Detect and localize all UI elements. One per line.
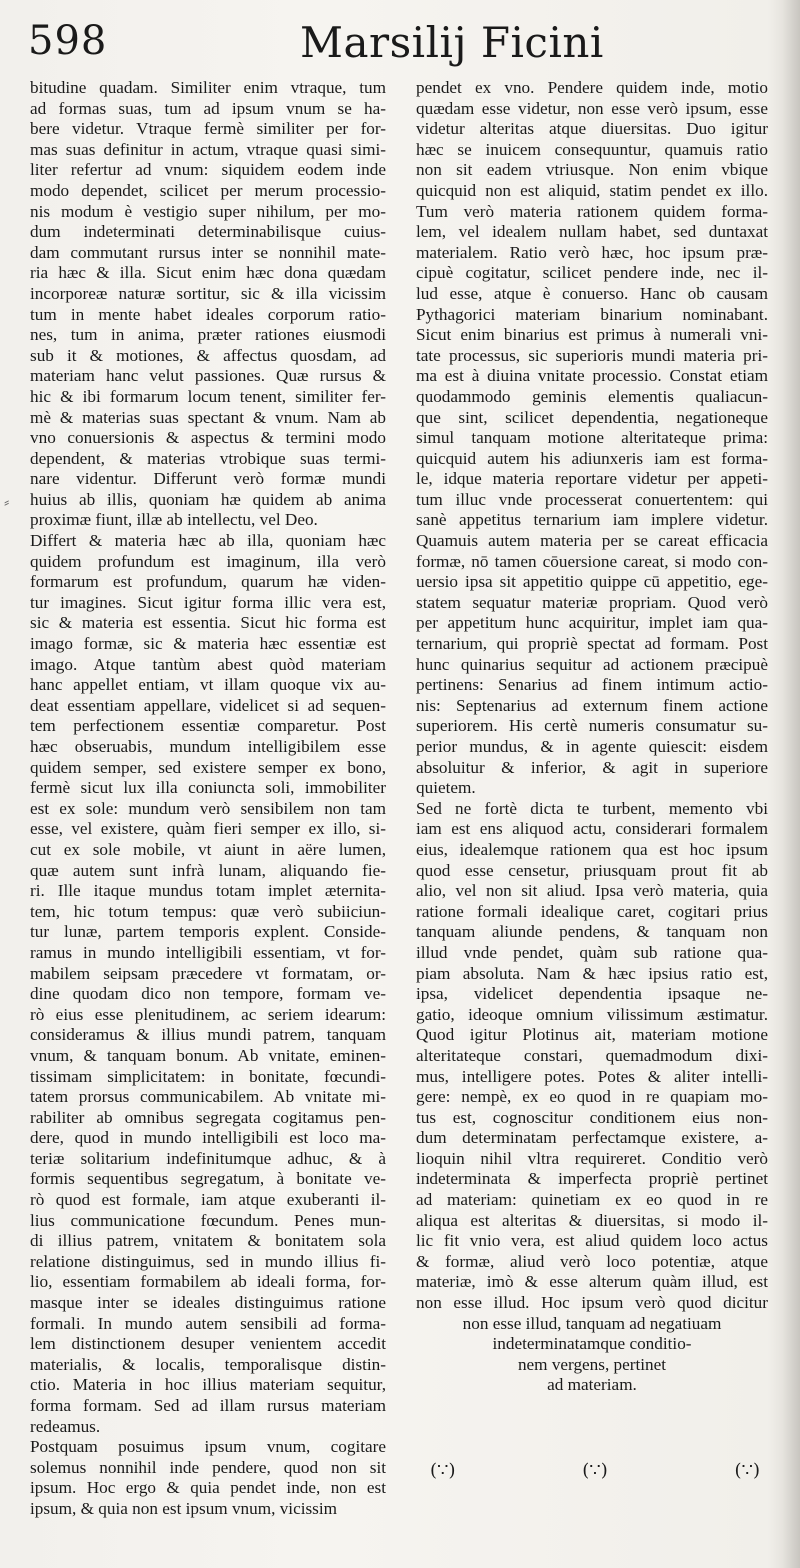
text-line: illud vnde pendet, quàm sub ratione qua-: [416, 942, 768, 962]
text-line: non sit eadem vtriusque. Non enim vbique: [416, 160, 768, 180]
text-line: ma est à diuina vnitate processio. Constat etiam: [416, 366, 768, 386]
text-line: ad materiam: quinetiam ex eo quod in re: [416, 1190, 768, 1210]
text-line: tem perfectionem essentiæ comparetur. Post: [30, 716, 386, 736]
text-line: Tum verò materia rationem quidem forma-: [416, 201, 768, 221]
text-line: consideramus & illius mundi patrem, tanquam: [30, 1025, 386, 1045]
text-line: quietem.: [416, 778, 476, 798]
text-line: rò quod est formale, iam atque exuberanti il-: [30, 1190, 386, 1210]
text-line: dum determinatam perfectamque existere, a-: [416, 1128, 768, 1148]
text-line: mè & materias suas spectant & vnum. Nam ab: [30, 407, 386, 427]
text-line: deat essentiam appellare, videlicet si ad sequen-: [30, 695, 386, 715]
text-line: solemus nonnihil inde pendere, quod non sit: [30, 1457, 386, 1477]
text-line: le, idque materia reportare videtur per appeti-: [416, 469, 768, 489]
text-line: piam absoluta. Nam & hæc ipsius ratio est,: [416, 963, 768, 983]
text-line: ipsum, & quia non est ipsum vnum, vicissim: [30, 1498, 337, 1518]
text-line: cipuè cogitatur, scilicet pendere inde, nec il-: [416, 263, 768, 283]
text-line: alio, vel non sit aliud. Ipsa verò materia, quia: [416, 881, 768, 901]
text-line: liter refertur ad vnum: siquidem eodem inde: [30, 160, 386, 180]
text-line: tate processus, sic superioris mundi materia pri-: [416, 345, 768, 365]
text-line: mas suas definitur in actum, vtraque quasi simi-: [30, 139, 386, 159]
text-line: nes, tum in anima, præter rationes eiusmodi: [30, 325, 386, 345]
text-line: cut ex sole mobile, vt aiunt in aëre lumen,: [30, 839, 386, 859]
text-line: lic fit vnio vera, est aliud quidem loco actus: [416, 1231, 768, 1251]
text-line: non esse illud. Hoc ipsum verò quod dicitur: [416, 1293, 768, 1313]
text-line: lio, essentiam formabilem ab ideali forma, for-: [30, 1272, 386, 1292]
text-line: forma formam. Sed ad illam rursus materiam: [30, 1396, 386, 1415]
text-line: nare videntur. Differunt verò formæ mundi: [30, 469, 386, 489]
text-line: bere videtur. Vtraque fermè similiter per for-: [30, 119, 386, 139]
text-line: dam commutant rursus inter se nonnihil mate-: [30, 242, 386, 262]
end-ornaments: [430, 1460, 760, 1481]
text-line: lioquin nihil vltra requireret. Conditio verò: [416, 1148, 768, 1168]
text-line: incorporeæ naturæ sortitur, sic & illa vicissim: [30, 283, 386, 303]
text-line: Sicut enim binarius est primus à numerali vni-: [416, 325, 768, 345]
text-line: esse, vel existere, quàm fieri semper ex illo, si-: [30, 819, 386, 839]
left-text-column: [30, 78, 386, 1520]
ornament-mark: (∵): [430, 1460, 456, 1481]
text-line: Postquam posuimus ipsum vnum, cogitare: [30, 1437, 386, 1457]
text-line: di illius patrem, vnitatem & bonitatem sola: [30, 1231, 386, 1251]
text-line: formis sequentibus segregatum, à bonitate ve-: [30, 1169, 386, 1189]
running-head: Marsilij Ficini: [300, 18, 604, 67]
text-line: ratione formali idealique caret, cogitari prius: [416, 901, 768, 921]
text-line: ipsa, videlicet dependentia ipsaque ne-: [416, 984, 768, 1004]
text-line: ri. Ille itaque mundus totam implet æternita-: [30, 881, 386, 901]
text-line: videtur alteritas atque diuersitas. Duo igitur: [416, 119, 768, 139]
text-line: proximæ fiunt, illæ ab intellectu, vel Deo.: [30, 510, 318, 530]
text-line: nem vergens, pertinet: [517, 1354, 667, 1374]
text-line: fermè sicut lux illa coniuncta soli, immobiliter: [30, 778, 386, 798]
text-line: per appetitum hunc acquiritur, implet iam qua-: [416, 613, 768, 633]
text-line: uersio ipsa sit appetitio quippe cū appetitio, ege-: [416, 572, 768, 592]
right-text-column: [416, 78, 768, 1396]
text-line: simul tanquam motione alteritateque prima:: [416, 428, 768, 448]
text-line: relatione distinguimus, sed in mundo illius fi-: [30, 1251, 386, 1271]
text-line: mus, intelligere potes. Potes & aliter intelli-: [416, 1066, 768, 1086]
text-line: lius communicatione fœcundum. Penes mun-: [30, 1210, 386, 1230]
text-line: imago. Atque tantùm abest quòd materiam: [30, 654, 386, 674]
text-line: ternarium, qui propriè spectat ad formam. Post: [416, 634, 768, 654]
text-line: iam est ens aliquod actu, considerari formalem: [416, 819, 768, 839]
text-line: lem distinctionem desuper venientem accedit: [30, 1334, 386, 1354]
text-line: eius, idealemque rationem qua est hoc ipsum: [416, 839, 768, 859]
text-line: tatem prorsus communicabilem. Ab vnitate mi-: [30, 1087, 386, 1107]
text-line: pendet ex vno. Pendere quidem inde, motio: [416, 78, 768, 97]
text-line: ad formas suas, tum ad ipsum vnum se ha-: [30, 98, 386, 118]
text-line: nis: Septenarius ad externum finem actione: [416, 695, 768, 715]
text-line: statem sequatur materiæ propriam. Quod verò: [416, 592, 768, 612]
text-line: masque inter se ideales distinguimus ratione: [30, 1293, 386, 1313]
text-line: Quod igitur Plotinus ait, materiam motione: [416, 1025, 768, 1045]
text-line: gere: nempè, ex eo quod in re quapiam mo-: [416, 1087, 768, 1107]
text-line: formæ, nō tamen cōuersione careat, si modo con-: [416, 551, 768, 571]
text-line: hunc quinarius sequitur ad actionem præcipuè: [416, 654, 768, 674]
text-line: hanc appellet entiam, vt illam quoque vix au-: [30, 675, 386, 695]
text-line: Pythagorici materiam binarium nominabant.: [416, 304, 768, 324]
text-line: mabilem seipsam præcedere vt formatam, or-: [30, 963, 386, 983]
text-line: aliqua est alteritas & diuersitas, si modo il-: [416, 1210, 768, 1230]
page-edge-shadow: [782, 0, 800, 1568]
text-line: & formæ, aliud verò loco potentiæ, atque: [416, 1251, 768, 1271]
text-line: quod esse censetur, priusquam prout fit ab: [416, 860, 768, 880]
text-line: quæ autem sunt infrà lunam, aliquando fie-: [30, 860, 386, 880]
text-line: indeterminata & imperfecta propriè pertinet: [416, 1169, 768, 1189]
text-line: rò eius esse plenitudinem, ac seriem idearum:: [30, 1004, 386, 1024]
text-line: nis modum è vestigio super nihilum, per mo-: [30, 201, 386, 221]
text-line: ramus in mundo intelligibili essentiam, vt for-: [30, 942, 386, 962]
text-line: hic & ibi formarum locum tenent, similiter fer-: [30, 386, 386, 406]
text-line: sanè appetitus ternarium iam implere videtur.: [416, 510, 768, 530]
text-line: ad materiam.: [547, 1375, 637, 1395]
text-line: quicquid non est aliquid, statim pendet ex illo.: [416, 180, 768, 200]
text-line: gatio, ideoque omnium vilissimum æstimatur.: [416, 1004, 768, 1024]
text-line: que sint, scilicet dependentia, negationeque: [416, 407, 768, 427]
text-line: materiæ, imò & esse alterum quàm illud, est: [416, 1272, 768, 1292]
text-line: tanquam aliunde pendens, & tanquam non: [416, 922, 768, 942]
text-line: dependent, & materias vtrobique suas termi-: [30, 448, 386, 468]
text-line: materialem. Ratio verò hæc, hoc ipsum præ-: [416, 242, 768, 262]
text-line: pertinens: Senarius ad finem intimum actio-: [416, 675, 768, 695]
text-line: lem, vel idealem nullam habet, sed duntaxat: [416, 222, 768, 242]
text-line: perior mundus, & in agente quiescit: eisdem: [416, 737, 768, 756]
text-line: redeamus.: [30, 1416, 101, 1436]
text-line: tum in mente habet ideales corporum ratio-: [30, 304, 386, 324]
text-line: tum illuc vnde processerat conuertentem: qui: [416, 489, 768, 509]
text-line: bitudine quadam. Similiter enim vtraque, tum: [30, 78, 386, 97]
text-line: quodammodo geminis elementis qualiacun-: [416, 386, 768, 406]
text-line: tus est, cognoscitur conditionem eius non-: [416, 1107, 768, 1127]
text-line: vnum, & tanquam bonum. Ab vnitate, eminen-: [30, 1045, 386, 1065]
text-line: formarum est profundum, quarum hæ viden-: [30, 572, 386, 592]
text-line: modo dependet, scilicet per merum processio-: [30, 180, 386, 200]
text-line: hæc obseruabis, mundum intelligibilem esse: [30, 737, 386, 756]
text-line: ipsum. Hoc ergo & quia pendet inde, non est: [30, 1478, 386, 1498]
text-line: lud esse, atque è conuerso. Hanc ob causam: [416, 283, 768, 303]
page-number: 598: [28, 18, 108, 64]
text-line: teriæ solitarium indefinitumque adhuc, & à: [30, 1148, 386, 1168]
text-line: dine quodam dico non tempore, formam ve-: [30, 984, 386, 1004]
text-line: tur imagines. Sicut igitur forma illic vera est,: [30, 592, 386, 612]
text-line: dum indeterminati determinabilisque cuius-: [30, 222, 386, 242]
ornament-mark: (∵): [734, 1460, 760, 1481]
text-line: tur lunæ, partem temporis explent. Conside-: [30, 922, 386, 942]
text-line: huius ab illis, quoniam hæ quidem ab anima: [30, 489, 386, 509]
text-line: materiam hanc velut passiones. Quæ rursus &: [30, 366, 386, 386]
text-line: vno conuersionis & aspectus & termini modo: [30, 428, 386, 448]
margin-mark: ⸗: [4, 492, 10, 511]
text-line: non esse illud, tanquam ad negatiuam: [462, 1313, 722, 1333]
text-line: Differt & materia hæc ab illa, quoniam hæc: [30, 531, 386, 551]
text-line: quidem profundum est imaginum, illa verò: [30, 551, 386, 571]
text-line: sic & materia est essentia. Sicut hic forma est: [30, 613, 386, 633]
text-line: absoluitur & inferior, & agit in superiore: [416, 757, 768, 777]
text-line: materialis, & localis, temporalisque distin-: [30, 1354, 386, 1374]
text-line: quædam esse videtur, non esse verò ipsum, esse: [416, 98, 768, 118]
text-line: dere, quod in mundo intelligibili est loco ma-: [30, 1128, 386, 1148]
text-line: alteritateque constari, quemadmodum dixi-: [416, 1045, 768, 1065]
text-line: Sed ne fortè dicta te turbent, memento vbi: [416, 798, 768, 818]
text-line: tissimam simplicitatem: in bonitate, fœcundi-: [30, 1066, 386, 1086]
text-line: formali. In mundo autem sensibili ad forma-: [30, 1313, 386, 1333]
text-line: superiorem. His certè numeris consumatur su-: [416, 716, 768, 736]
text-line: ria hæc & illa. Sicut enim hæc dona quædam: [30, 263, 386, 283]
text-line: quicquid autem his adiunxeris iam est forma-: [416, 448, 768, 468]
text-line: indeterminatamque conditio-: [492, 1334, 692, 1354]
text-line: rabiliter ab omnibus segregata cogitamus pen-: [30, 1107, 386, 1127]
text-line: imago formæ, sic & materia hæc essentiæ est: [30, 634, 386, 654]
text-line: est ex sole: mundum verò sensibilem non tam: [30, 798, 386, 818]
text-line: quidem semper, sed existere semper ex bono,: [30, 757, 386, 777]
text-line: tem, hic totum tempus: quæ verò subiiciun-: [30, 901, 386, 921]
ornament-mark: (∵): [582, 1460, 608, 1481]
text-line: sub it & motiones, & affectus quosdam, ad: [30, 345, 386, 365]
text-line: ctio. Materia in hoc illius materiam sequitur,: [30, 1375, 386, 1395]
text-line: Quamuis autem materia per se careat efficacia: [416, 531, 768, 551]
text-line: hæc se inuicem consequuntur, quamuis ratio: [416, 139, 768, 159]
